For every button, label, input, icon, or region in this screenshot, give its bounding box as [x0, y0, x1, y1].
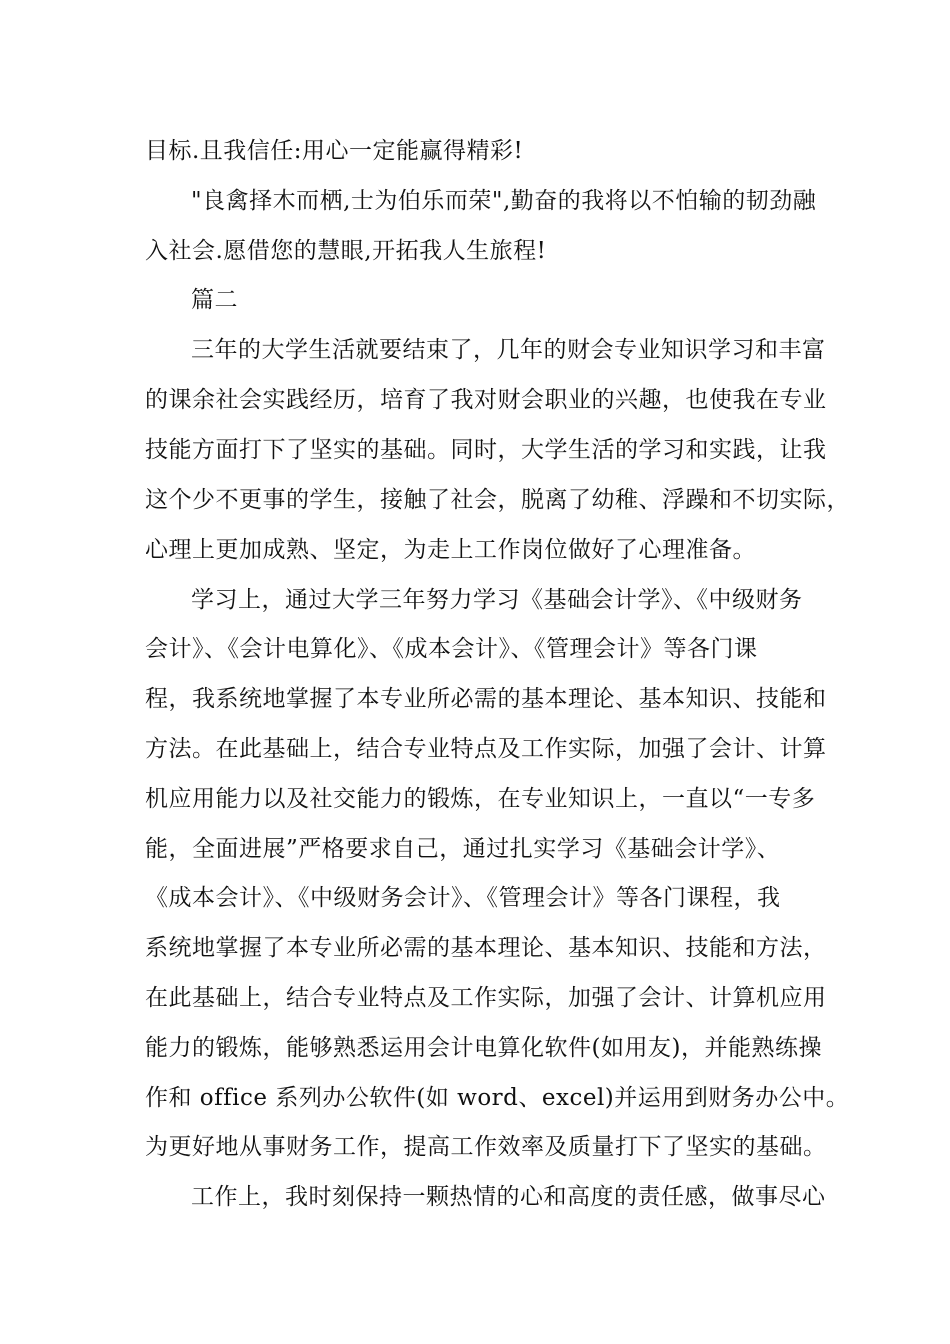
text-line: 程，我系统地掌握了本专业所必需的基本理论、基本知识、技能和: [145, 686, 827, 712]
text-line: 《成本会计》、《中级财务会计》、《管理会计》等各门课程，我: [145, 885, 781, 911]
text-line: 会计》、《会计电算化》、《成本会计》、《管理会计》等各门课: [145, 636, 758, 662]
text-line: 技能方面打下了坚实的基础。同时，大学生活的学习和实践，让我: [145, 437, 827, 463]
text-line: 能，全面进展”严格要求自己，通过扎实学习《基础会计学》、: [145, 836, 781, 862]
text-line: 这个少不更事的学生，接触了社会，脱离了幼稚、浮躁和不切实际，: [145, 487, 850, 513]
text-line: 机应用能力以及社交能力的锻炼，在专业知识上，一直以“一专多: [145, 786, 816, 812]
text-line: 为更好地从事财务工作，提高工作效率及质量打下了坚实的基础。: [145, 1134, 827, 1160]
text-line: 能力的锻炼，能够熟悉运用会计电算化软件(如用友)，并能熟练操: [145, 1035, 822, 1061]
section-heading: 篇二: [191, 287, 238, 313]
text-line: 三年的大学生活就要结束了，几年的财会专业知识学习和丰富: [191, 337, 826, 363]
text-line: 作和 office 系列办公软件(如 word、excel)并运用到财务办公中。: [145, 1085, 850, 1111]
text-line: 入社会.愿借您的慧眼,开拓我人生旅程!: [145, 238, 547, 264]
text-line: 工作上，我时刻保持一颗热情的心和高度的责任感，做事尽心: [191, 1184, 826, 1210]
text-line: 系统地掌握了本专业所必需的基本理论、基本知识、技能和方法，: [145, 935, 827, 961]
text-line: 学习上，通过大学三年努力学习《基础会计学》、《中级财务: [191, 587, 803, 613]
text-line: 的课余社会实践经历，培育了我对财会职业的兴趣，也使我在专业: [145, 387, 827, 413]
text-line: 目标.且我信任:用心一定能赢得精彩!: [145, 138, 524, 164]
text-line: 心理上更加成熟、坚定，为走上工作岗位做好了心理准备。: [145, 537, 756, 563]
text-line: 在此基础上，结合专业特点及工作实际，加强了会计、计算机应用: [145, 985, 827, 1011]
text-line: "良禽择木而栖,士为伯乐而荣",勤奋的我将以不怕输的韧劲融: [191, 188, 817, 214]
text-line: 方法。在此基础上，结合专业特点及工作实际，加强了会计、计算: [145, 736, 827, 762]
